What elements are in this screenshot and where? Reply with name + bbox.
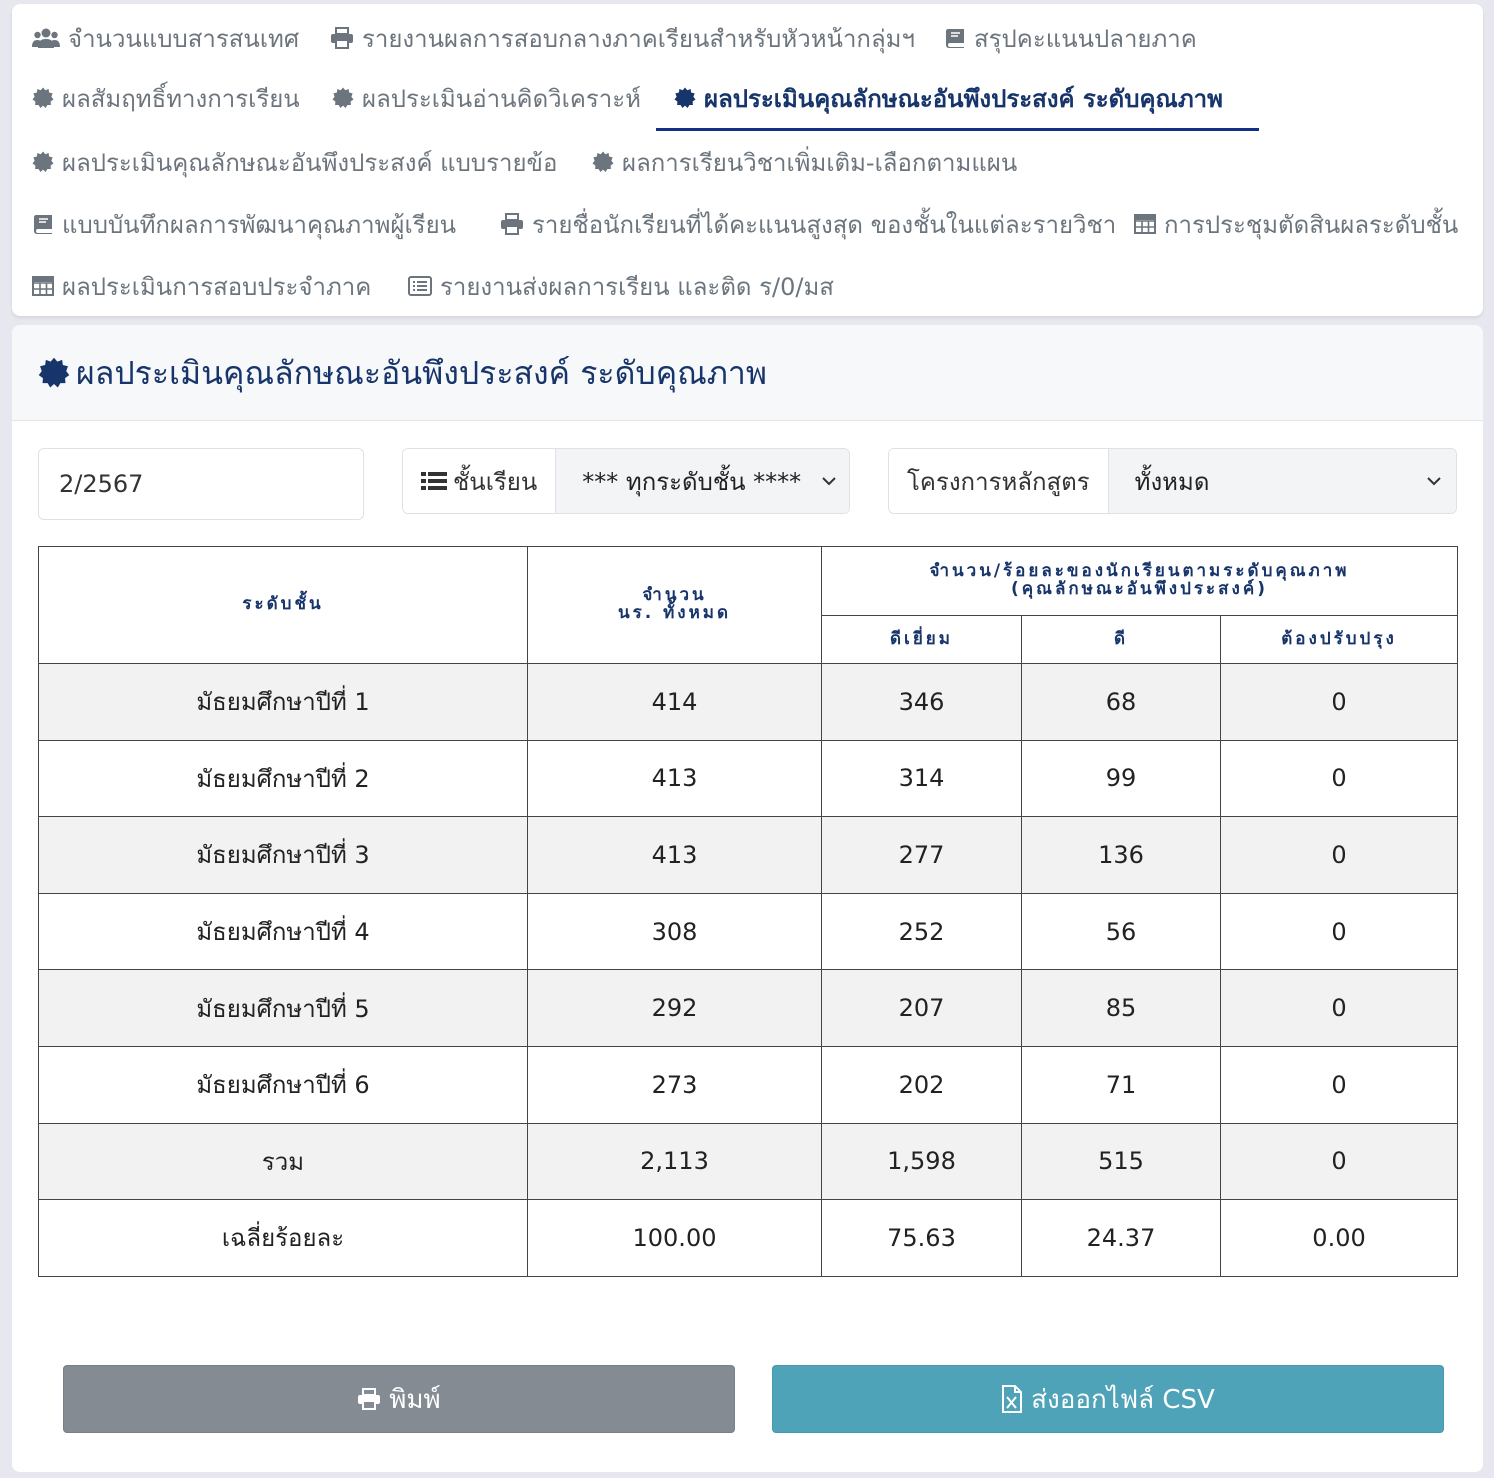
print-button[interactable]: [63, 1365, 735, 1433]
cell-excellent: 346: [822, 664, 1022, 741]
card-header: [12, 325, 1483, 421]
nav-item-characteristics-quality[interactable]: [674, 78, 1223, 118]
nav-item-reading-assessment[interactable]: [332, 78, 641, 118]
table-row: [39, 970, 1458, 1047]
cell-total: 273: [528, 1046, 822, 1123]
header-good: ดี: [1022, 616, 1221, 664]
header-total-line1: จำนวน: [642, 585, 707, 606]
cell-excellent: 1,598: [822, 1123, 1022, 1200]
level-select[interactable]: [556, 449, 850, 513]
list-icon: [421, 471, 447, 491]
nav-item-label: ผลประเมินอ่านคิดวิเคราะห์: [362, 84, 641, 113]
header-improve: ต้องปรับปรุง: [1221, 616, 1458, 664]
header-total: [528, 547, 822, 664]
page-title-text: ผลประเมินคุณลักษณะอันพึงประสงค์ ระดับคุณภาพ: [76, 353, 767, 392]
print-icon: [330, 27, 354, 49]
certificate-icon: [32, 151, 54, 173]
certificate-icon: [592, 151, 614, 173]
page-title: [38, 351, 767, 395]
cell-total: 100.00: [528, 1200, 822, 1277]
nav-item-top-scores[interactable]: [500, 204, 1116, 244]
certificate-icon: [674, 87, 696, 109]
certificate-icon: [332, 87, 354, 109]
nav-item-level-meeting[interactable]: [1134, 204, 1458, 244]
file-excel-icon: [1001, 1385, 1023, 1413]
cell-total: 414: [528, 664, 822, 741]
certificate-icon: [32, 87, 54, 109]
cell-good: 85: [1022, 970, 1221, 1047]
cell-excellent: 252: [822, 893, 1022, 970]
header-quality-group: [822, 547, 1458, 616]
cell-good: 24.37: [1022, 1200, 1221, 1277]
table-icon: [32, 276, 54, 296]
nav-item-label: ผลประเมินคุณลักษณะอันพึงประสงค์ ระดับคุณภาพ: [704, 84, 1223, 113]
table-row-average: [39, 1200, 1458, 1277]
cell-improve: 0: [1221, 1123, 1458, 1200]
nav-item-label: รายชื่อนักเรียนที่ได้คะแนนสูงสุด ของชั้นในแต่ละรายวิชา: [532, 210, 1117, 239]
cell-excellent: 202: [822, 1046, 1022, 1123]
nav-item-achievement[interactable]: [32, 78, 300, 118]
table-row: [39, 664, 1458, 741]
level-select-value: *** ทุกระดับชั้น ****: [582, 467, 802, 496]
header-group-line1: จำนวน/ร้อยละของนักเรียนตามระดับคุณภาพ: [929, 561, 1350, 582]
table-row: [39, 817, 1458, 894]
cell-level: มัธยมศึกษาปีที่ 4: [39, 893, 528, 970]
print-button-label: พิมพ์: [389, 1384, 441, 1415]
results-table: [38, 546, 1458, 1277]
cell-level: มัธยมศึกษาปีที่ 2: [39, 740, 528, 817]
program-filter-label: โครงการหลักสูตร: [889, 449, 1109, 513]
cell-excellent: 207: [822, 970, 1022, 1047]
cell-excellent: 314: [822, 740, 1022, 817]
program-select-value: ทั้งหมด: [1134, 467, 1210, 496]
cell-level: รวม: [39, 1123, 528, 1200]
nav-item-quality-record[interactable]: [32, 204, 456, 244]
cell-improve: 0.00: [1221, 1200, 1458, 1277]
cell-excellent: 75.63: [822, 1200, 1022, 1277]
cell-improve: 0: [1221, 970, 1458, 1047]
cell-total: 413: [528, 740, 822, 817]
nav-item-characteristics-items[interactable]: [32, 142, 557, 182]
cell-improve: 0: [1221, 664, 1458, 741]
list-alt-icon: [408, 276, 432, 296]
report-card: [12, 325, 1483, 1472]
level-filter: [402, 448, 850, 514]
print-icon: [500, 213, 524, 235]
cell-level: มัธยมศึกษาปีที่ 3: [39, 817, 528, 894]
export-csv-button-label: ส่งออกไฟล์ CSV: [1031, 1384, 1215, 1415]
cell-improve: 0: [1221, 740, 1458, 817]
cell-total: 2,113: [528, 1123, 822, 1200]
cell-good: 56: [1022, 893, 1221, 970]
nav-item-info-count[interactable]: [32, 18, 299, 58]
book-icon: [944, 27, 966, 49]
nav-item-label: รายงานส่งผลการเรียน และติด ร/0/มส: [440, 272, 834, 301]
cell-total: 413: [528, 817, 822, 894]
nav-item-label: รายงานผลการสอบกลางภาคเรียนสำหรับหัวหน้ากลุ่มฯ: [362, 24, 915, 53]
book-icon: [32, 213, 54, 235]
export-csv-button[interactable]: [772, 1365, 1444, 1433]
cell-total: 292: [528, 970, 822, 1047]
nav-item-label: ผลสัมฤทธิ์ทางการเรียน: [62, 84, 300, 113]
cell-improve: 0: [1221, 893, 1458, 970]
cell-improve: 0: [1221, 1046, 1458, 1123]
cell-good: 136: [1022, 817, 1221, 894]
cell-excellent: 277: [822, 817, 1022, 894]
nav-item-label: การประชุมตัดสินผลระดับชั้น: [1164, 210, 1459, 239]
header-level: ระดับชั้น: [39, 547, 528, 664]
term-input[interactable]: [38, 448, 364, 520]
header-excellent: ดีเยี่ยม: [822, 616, 1022, 664]
cell-improve: 0: [1221, 817, 1458, 894]
active-tab-indicator: [656, 128, 1259, 131]
level-filter-label-text: ชั้นเรียน: [453, 467, 538, 496]
table-row-total: [39, 1123, 1458, 1200]
cell-good: 68: [1022, 664, 1221, 741]
nav-item-final-summary[interactable]: [944, 18, 1197, 58]
report-nav: [12, 4, 1483, 316]
table-row: [39, 893, 1458, 970]
chevron-down-icon: [1426, 476, 1442, 486]
nav-item-midterm-report[interactable]: [330, 18, 915, 58]
nav-item-elective-results[interactable]: [592, 142, 1017, 182]
users-icon: [32, 27, 60, 49]
nav-item-label: แบบบันทึกผลการพัฒนาคุณภาพผู้เรียน: [62, 210, 457, 239]
cell-level: มัธยมศึกษาปีที่ 6: [39, 1046, 528, 1123]
nav-item-label: ผลประเมินคุณลักษณะอันพึงประสงค์ แบบรายข้อ: [62, 148, 558, 177]
cell-level: เฉลี่ยร้อยละ: [39, 1200, 528, 1277]
certificate-icon: [38, 357, 70, 389]
cell-good: 99: [1022, 740, 1221, 817]
header-total-line2: นร. ทั้งหมด: [617, 603, 732, 623]
chevron-down-icon: [821, 476, 837, 486]
nav-item-term-exam[interactable]: [32, 266, 371, 306]
table-row: [39, 740, 1458, 817]
nav-item-label: สรุปคะแนนปลายภาค: [974, 24, 1197, 53]
cell-total: 308: [528, 893, 822, 970]
nav-item-submit-results[interactable]: [408, 266, 834, 306]
nav-item-label: ผลประเมินการสอบประจำภาค: [62, 272, 372, 301]
program-filter: [888, 448, 1457, 514]
cell-level: มัธยมศึกษาปีที่ 1: [39, 664, 528, 741]
nav-item-label: จำนวนแบบสารสนเทศ: [68, 24, 300, 53]
cell-good: 71: [1022, 1046, 1221, 1123]
cell-level: มัธยมศึกษาปีที่ 5: [39, 970, 528, 1047]
nav-item-label: ผลการเรียนวิชาเพิ่มเติม-เลือกตามแผน: [622, 148, 1018, 177]
cell-good: 515: [1022, 1123, 1221, 1200]
table-row: [39, 1046, 1458, 1123]
print-icon: [357, 1388, 381, 1410]
table-icon: [1134, 214, 1156, 234]
program-select[interactable]: [1109, 449, 1456, 513]
header-group-line2: (คุณลักษณะอันพึงประสงค์): [1011, 579, 1268, 599]
level-filter-label: [403, 449, 556, 513]
